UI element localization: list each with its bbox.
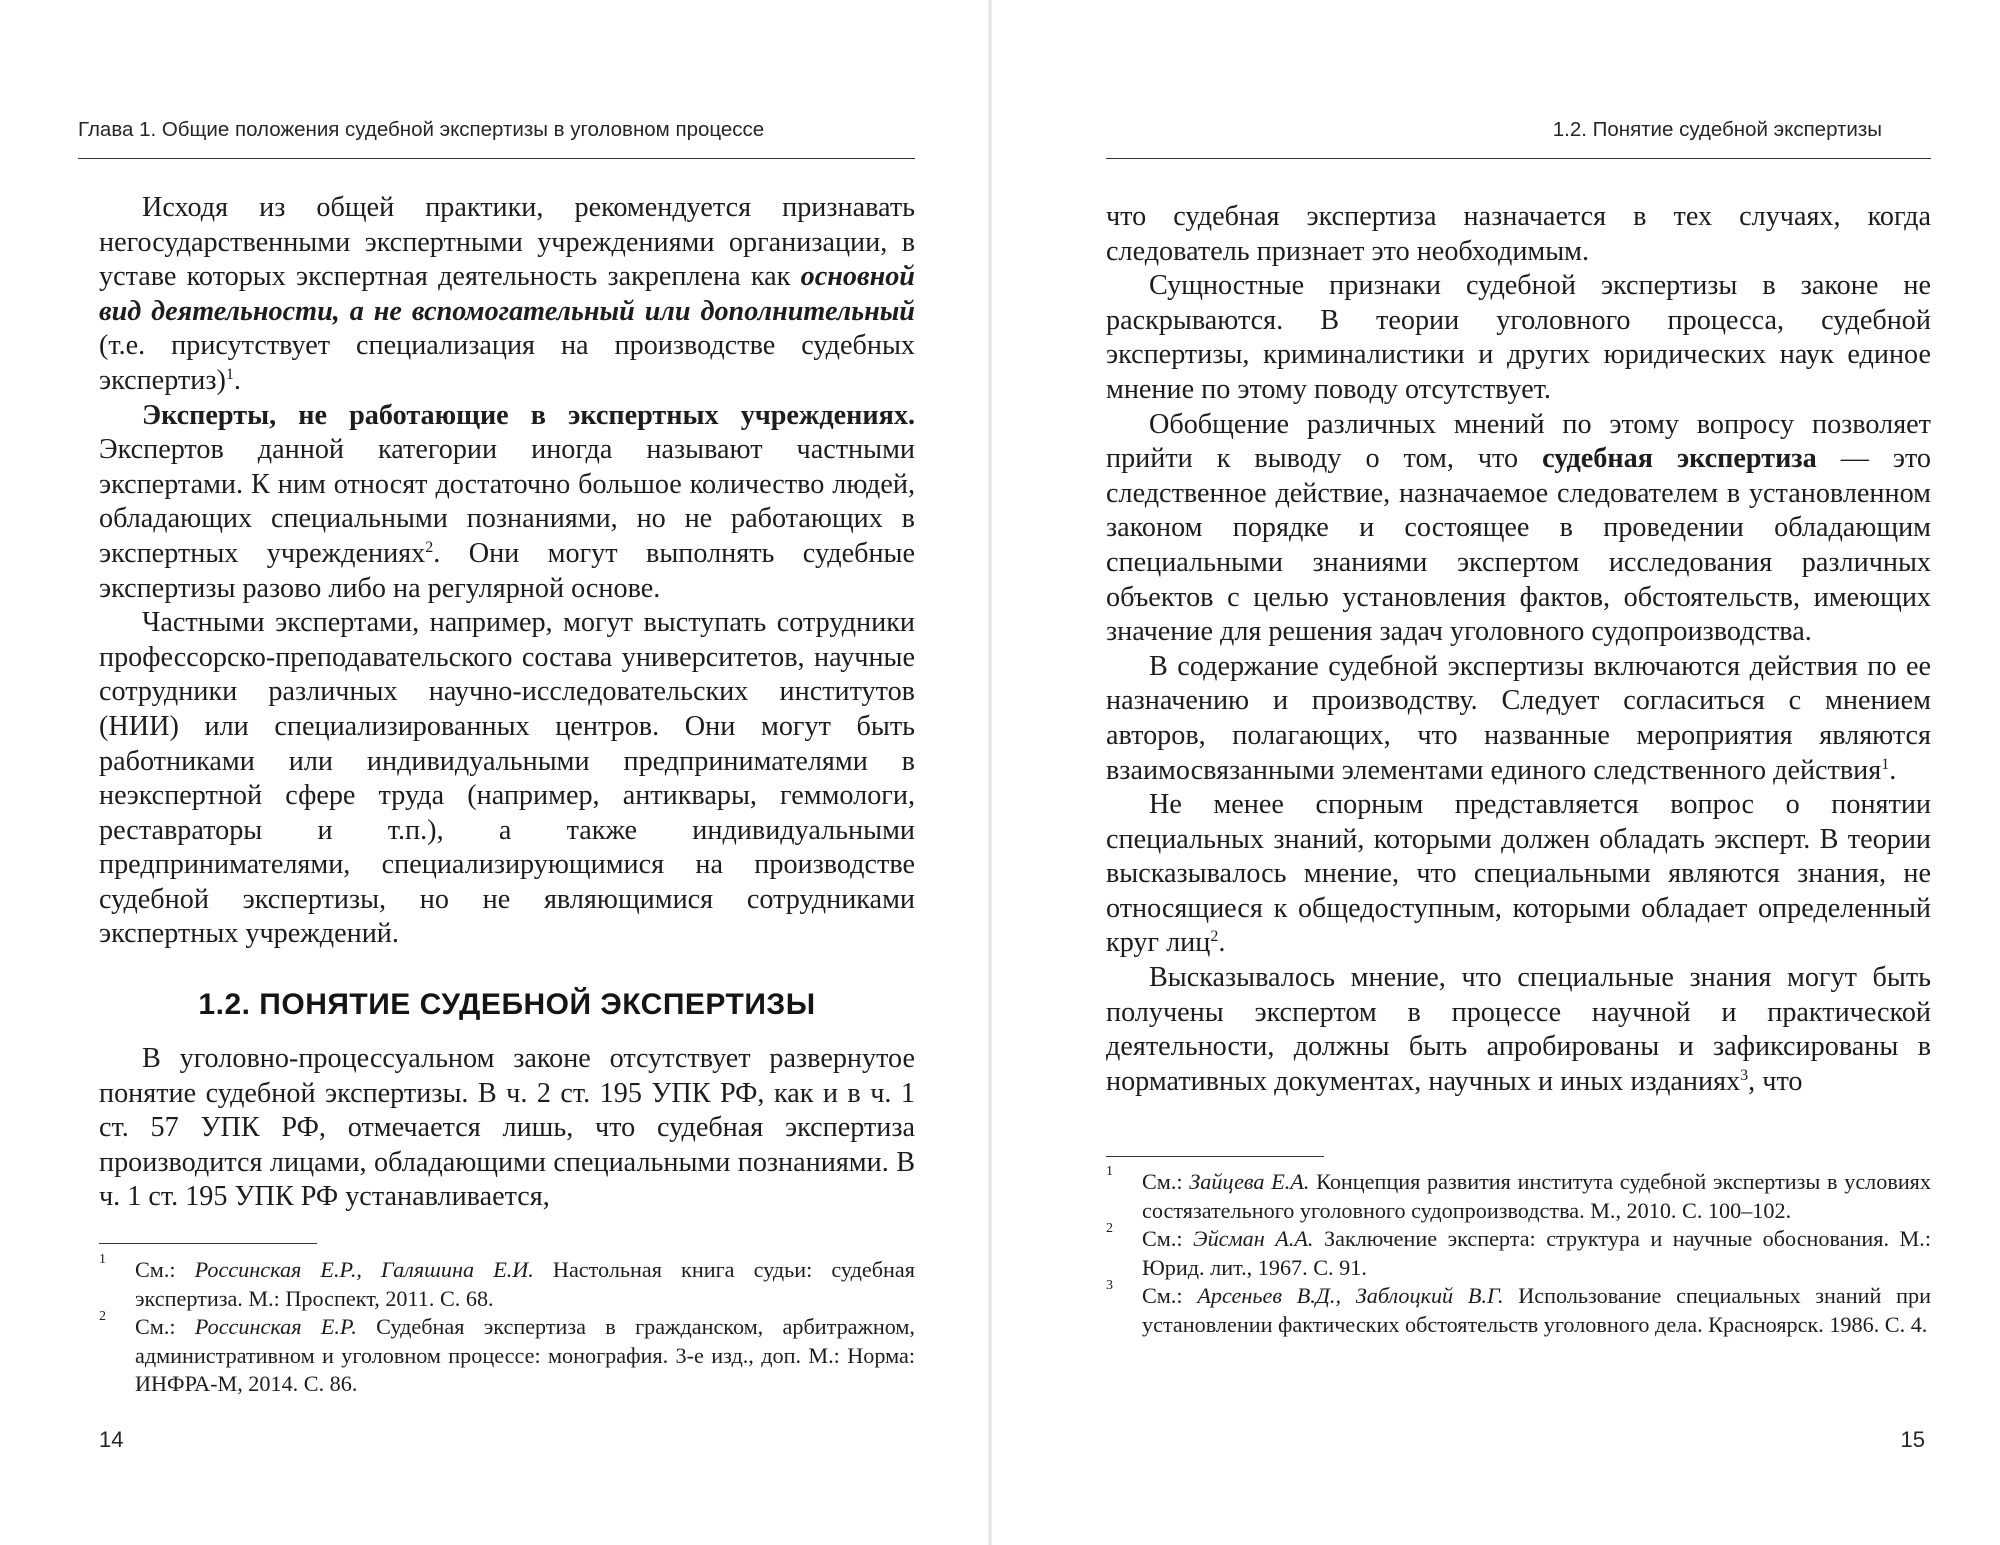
text-run: Высказывалось мнение, что специальные знания могут быть получены экспертом в процессе научной и практической деятельности, должны быть апробированы и зафиксированы в нормативных документах, научных и иных изданиях bbox=[1106, 962, 1931, 1097]
paragraph bbox=[1106, 961, 1931, 1099]
footnote-author: Арсеньев В.Д., Заблоцкий В.Г. bbox=[1197, 1283, 1504, 1309]
footnotes bbox=[1106, 1164, 1931, 1340]
footnote-author: Россинская Е.Р., Галяшина Е.И. bbox=[194, 1257, 534, 1282]
footnote-rule bbox=[99, 1243, 317, 1244]
running-head: 1.2. Понятие судебной экспертизы bbox=[1552, 118, 1882, 141]
paragraph: Частными экспертами, например, могут выступать сотрудники профессорско-преподавательского состава университетов, научные сотрудники различных научно-исследовательских институтов (НИИ) или специализированных центров. Они могут быть работниками или индивидуальными предпринимателями в неэкспертной сфере труда (например, антиквары, геммологи, реставраторы и т.п.), а также индивидуальными предпринимателями, специализирующимися на производстве судебной экспертизы, но не являющимися сотрудниками экспертных учреждений. bbox=[99, 607, 915, 950]
paragraph bbox=[99, 191, 915, 399]
text-run: . Они могут выполнять судебные экспертизы разово либо на регулярной основе. bbox=[99, 537, 915, 604]
footnote-number: 1 bbox=[99, 1252, 106, 1267]
footnote-author: Россинская Е.Р. bbox=[194, 1314, 357, 1340]
paragraph: что судебная экспертиза назначается в тех случаях, когда следователь признает это необходимым. bbox=[1106, 201, 1931, 267]
text-run: Использование специальных знаний при установлении фактических обстоятельств уголовного дела. Красноярск. 1986. С. 4. bbox=[1142, 1283, 1931, 1337]
text-run: . bbox=[1889, 754, 1897, 786]
footnote bbox=[1106, 1278, 1931, 1339]
footnote-ref: 3 bbox=[1740, 1066, 1749, 1084]
text-run: Заключение эксперта: структура и научные обоснования. М.: Юрид. лит., 1967. С. 91. bbox=[1142, 1226, 1931, 1280]
text-run: (т.е. присутствует специализация на производстве судебных экспертиз) bbox=[99, 330, 915, 396]
text-run: Исходя из общей практики, рекомендуется признавать негосударственными экспертными учреждениями организации, в уставе которых экспертная деятельность закреплена как bbox=[99, 192, 915, 293]
footnote bbox=[99, 1252, 915, 1313]
footnote-ref: 2 bbox=[1210, 928, 1219, 946]
text-run: Судебная экспертиза в гражданском, арбитражном, административном и уголовном процессе: монография. 3-е изд., доп. М.: Норма: ИНФРА-М, 2014. С. 86. bbox=[135, 1314, 915, 1397]
page-number: 15 bbox=[1900, 1427, 1925, 1452]
page-number: 14 bbox=[99, 1427, 124, 1452]
text-run: . bbox=[233, 364, 241, 396]
paragraph bbox=[99, 399, 915, 607]
paragraph: В уголовно-процессуальном законе отсутствует развернутое понятие судебной экспертизы. В ч. 2 ст. 195 УПК РФ, как и в ч. 1 ст. 57 УПК РФ, отмечается лишь, что судебная экспертиза производится лицами, обладающими специальными познаниями. В ч. 1 ст. 195 УПК РФ устанавливается, bbox=[99, 1043, 915, 1213]
footnote-number: 3 bbox=[1106, 1278, 1113, 1294]
paragraph bbox=[1106, 650, 1931, 788]
text-run: Обобщение различных мнений по этому вопросу позволяет прийти к выводу о том, что bbox=[1106, 408, 1931, 475]
footnote-rule bbox=[1106, 1156, 1324, 1157]
bold-term: судебная экспертиза bbox=[1542, 443, 1817, 475]
body-text bbox=[99, 191, 915, 1215]
text-run: Концепция развития института судебной экспертизы в условиях состязательного уголовного судопроизводства. М., 2010. С. 100–102. bbox=[1142, 1169, 1931, 1223]
text-run: См.: bbox=[1142, 1169, 1190, 1194]
footnote-author: Эйсман А.А. bbox=[1193, 1226, 1314, 1252]
footnote-author: Зайцева Е.А. bbox=[1189, 1169, 1310, 1194]
footnote-ref: 1 bbox=[1881, 755, 1890, 773]
footnote bbox=[1106, 1221, 1931, 1282]
text-run: См.: bbox=[1142, 1283, 1198, 1309]
text-run: — это следственное действие, назначаемое следователем в установленном законом порядке и состоящее в проведении обладающим специальными знаниями экспертом исследования различных объектов с целью установления фактов, обстоятельств, имеющих значение для решения задач уголовного судопроизводства. bbox=[1106, 443, 1932, 648]
bold-lead: Эксперты, не работающие в экспертных учреждениях. bbox=[142, 399, 915, 431]
text-run: Настольная книга судьи: судебная экспертиза. М.: Проспект, 2011. С. 68. bbox=[135, 1257, 915, 1311]
text-run: . bbox=[1218, 927, 1226, 959]
paragraph: Сущностные признаки судебной экспертизы в законе не раскрываются. В теории уголовного процесса, судебной экспертизы, криминалистики и других юридических наук единое мнение по этому поводу отсутствует. bbox=[1106, 270, 1931, 405]
right-page bbox=[990, 0, 2000, 1545]
footnote-number: 2 bbox=[99, 1309, 106, 1325]
footnote-ref: 2 bbox=[425, 538, 434, 556]
text-run: См.: bbox=[135, 1257, 195, 1282]
paragraph bbox=[1106, 788, 1931, 961]
header-rule bbox=[78, 158, 915, 159]
paragraph bbox=[1106, 408, 1931, 650]
text-run: В содержание судебной экспертизы включаются действия по ее назначению и производству. Следует согласиться с мнением авторов, полагающих, что названные мероприятия являются взаимосвязанными элементами единого следственного действия bbox=[1106, 650, 1931, 786]
text-run: , что bbox=[1748, 1065, 1803, 1097]
footnote-number: 1 bbox=[1106, 1164, 1113, 1179]
footnote-number: 2 bbox=[1106, 1221, 1113, 1237]
left-page bbox=[0, 0, 990, 1545]
body-text bbox=[1106, 200, 1931, 1099]
footnote-ref: 1 bbox=[225, 365, 234, 383]
text-run: См.: bbox=[1142, 1226, 1194, 1252]
footnote bbox=[99, 1309, 915, 1399]
footnote bbox=[1106, 1164, 1931, 1225]
running-head: Глава 1. Общие положения судебной экспертизы в уголовном процессе bbox=[78, 118, 765, 141]
section-heading: 1.2. ПОНЯТИЕ СУДЕБНОЙ ЭКСПЕРТИЗЫ bbox=[198, 988, 816, 1022]
text-run: Не менее спорным представляется вопрос о понятии специальных знаний, которыми должен обладать эксперт. В теории высказывалось мнение, что специальными являются знания, не относящиеся к общедоступным, которыми обладает определенный круг лиц bbox=[1106, 789, 1931, 959]
header-rule bbox=[1106, 158, 1931, 159]
emphasis-text: основной вид деятельности, а не вспомогательный или дополнительный bbox=[99, 261, 915, 327]
text-run: Экспертов данной категории иногда называют частными экспертами. К ним относят достаточно большое количество людей, обладающих специальными познаниями, но не работающих в экспертных учреждениях bbox=[99, 434, 915, 569]
text-run: См.: bbox=[135, 1314, 195, 1340]
footnotes bbox=[99, 1252, 915, 1399]
